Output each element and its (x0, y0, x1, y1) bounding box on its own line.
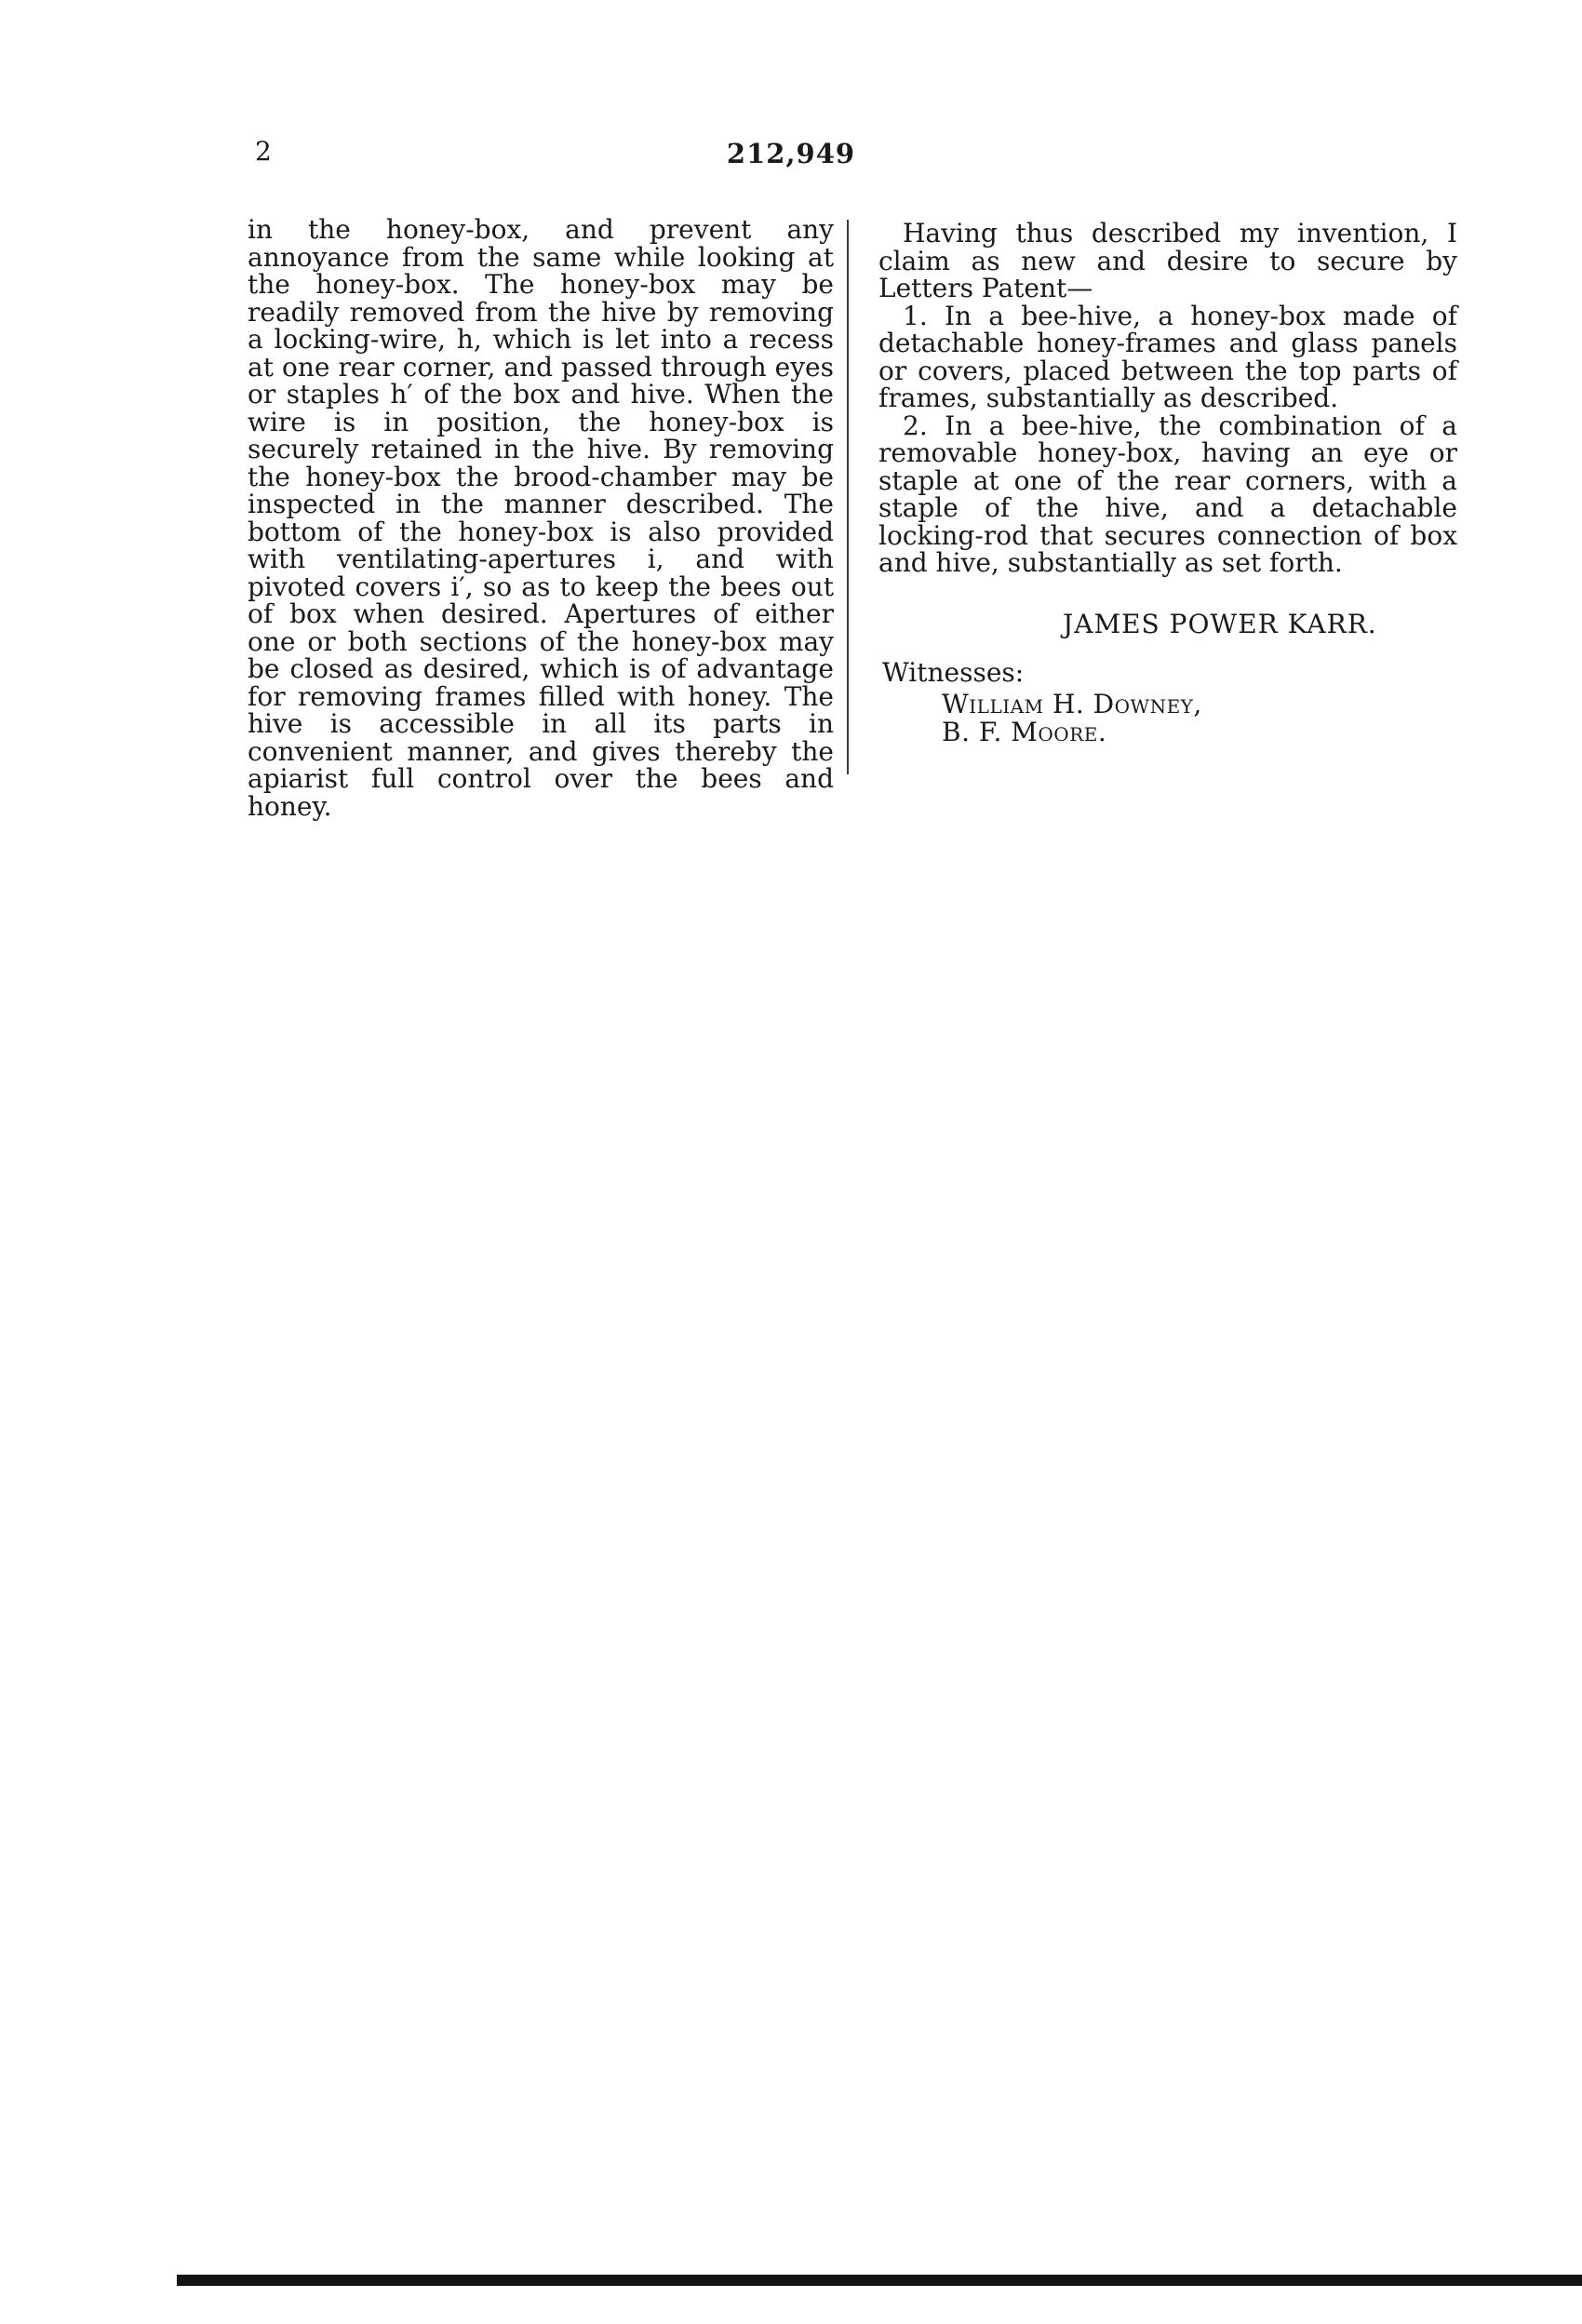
left-column (248, 216, 834, 820)
claim-2: 2. In a bee-hive, the combination of a removable honey-box, having an eye or staple at one of the rear corners, with a staple of the hive, and a detachable locking-rod that secures connection of box and hive, substantially as set forth. (878, 410, 1457, 578)
claim-1: 1. In a bee-hive, a honey-box made of detachable honey-frames and glass panels or covers, placed between the top parts of frames, substantially as described. (878, 300, 1457, 413)
page-number: 2 (255, 136, 272, 167)
left-column-paragraph: in the honey-box, and prevent any annoyance from the same while looking at the honey-box. The honey-box may be readily removed from the hive by removing a locking-wire, h, which is let into a recess at one rear corner, and passed through eyes or staples h′ of the box and hive. When the wire is in position, the honey-box is securely retained in the hive. By removing the honey-box the brood-chamber may be inspected in the manner described. The bottom of the honey-box is also provided with ventilating-apertures i, and with pivoted covers i′, so as to keep the bees out of box when desired. Apertures of either one or both sections of the honey-box may be closed as desired, which is of advantage for removing frames filled with honey. The hive is accessible in all its parts in convenient manner, and gives thereby the apiarist full control over the bees and honey. (248, 214, 834, 822)
inventor-signature: JAMES POWER KARR. (1063, 609, 1377, 639)
right-column (878, 220, 1457, 577)
witnesses-label: Witnesses: (882, 657, 1025, 688)
witness-1: William H. Downey, (942, 689, 1202, 719)
claims-intro: Having thus described my invention, I claim as new and desire to secure by Letters Patent— (878, 218, 1457, 303)
bottom-rule (177, 2275, 1582, 2286)
witness-2: B. F. Moore. (942, 717, 1107, 747)
column-rule (847, 220, 849, 774)
patent-number: 212,949 (726, 138, 856, 169)
